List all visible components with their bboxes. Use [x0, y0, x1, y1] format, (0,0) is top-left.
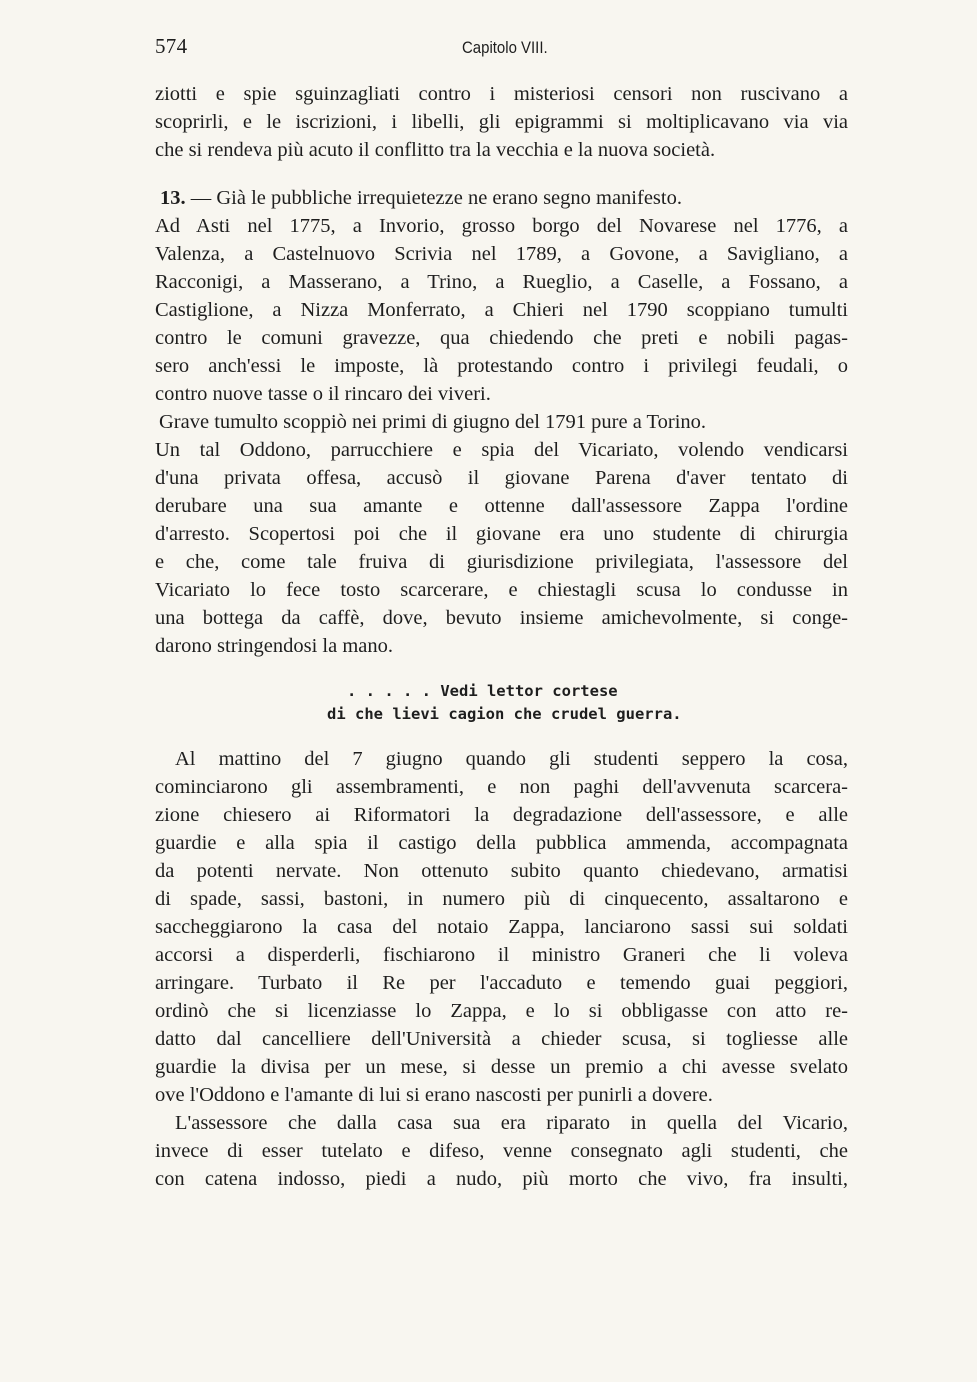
- text-line: guardie e alla spia il castigo della pubblica ammenda, accompagnata: [155, 832, 848, 854]
- section-first-line-text: — Già le pubbliche irrequietezze ne erano segno manifesto.: [185, 187, 682, 209]
- verse-line: . . . . . Vedi lettor cortese: [347, 682, 618, 700]
- text-line: che si rendeva più acuto il conflitto tra la vecchia e la nuova società.: [155, 139, 716, 161]
- text-line: zione chiesero ai Riformatori la degradazione dell'assessore, e alle: [155, 804, 848, 826]
- section-first-line: [155, 184, 848, 212]
- paragraph-tumults: [155, 212, 848, 660]
- text-line: di spade, sassi, bastoni, in numero più di cinquecento, assaltarono e: [155, 888, 848, 910]
- text-line: una bottega da caffè, dove, bevuto insieme amichevolmente, si conge-: [155, 607, 848, 629]
- chapter-title: Capitolo VIII.: [462, 38, 548, 57]
- text-line: Vicariato lo fece tosto scarcerare, e chiestagli scusa lo condusse in: [155, 579, 848, 601]
- text-line: Valenza, a Castelnuovo Scrivia nel 1789, a Govone, a Savigliano, a: [155, 243, 848, 265]
- text-line: datto dal cancelliere dell'Università a chieder scusa, si togliesse alle: [155, 1028, 848, 1050]
- paragraph-continuation: [155, 80, 848, 164]
- page-number: 574: [155, 34, 188, 58]
- text-line: Al mattino del 7 giugno quando gli studenti seppero la cosa,: [175, 748, 848, 770]
- text-line: accorsi a disperderli, fischiarono il ministro Graneri che li voleva: [155, 944, 848, 966]
- text-line: ove l'Oddono e l'amante di lui si erano nascosti per punirli a dovere.: [155, 1084, 713, 1106]
- text-line: invece di esser tutelato e difeso, venne consegnato agli studenti, che: [155, 1140, 848, 1162]
- text-line: Ad Asti nel 1775, a Invorio, grosso borgo del Novarese nel 1776, a: [155, 215, 848, 237]
- text-line: contro le comuni gravezze, qua chiedendo che preti e nobili pagas-: [155, 327, 848, 349]
- text-line: cominciarono gli assembramenti, e non paghi dell'avvenuta scarcera-: [155, 776, 848, 798]
- text-line: da potenti nervate. Non ottenuto subito quanto chiedevano, armatisi: [155, 860, 848, 882]
- section-number: 13.: [160, 187, 186, 209]
- text-line: guardie la divisa per un mese, si desse un premio a chi avesse svelato: [155, 1056, 848, 1078]
- text-line: darono stringendosi la mano.: [155, 635, 393, 657]
- page-header: [155, 34, 850, 64]
- paragraph-june-events: [155, 745, 848, 1193]
- text-line: ordinò che si licenziasse lo Zappa, e lo si obbligasse con atto re-: [155, 1000, 848, 1022]
- text-line: arringare. Turbato il Re per l'accaduto e temendo guai peggiori,: [155, 972, 848, 994]
- text-line: Castiglione, a Nizza Monferrato, a Chieri nel 1790 scoppiano tumulti: [155, 299, 848, 321]
- text-line: con catena indosso, piedi a nudo, più morto che vivo, fra insulti,: [155, 1168, 848, 1190]
- text-line: L'assessore che dalla casa sua era riparato in quella del Vicario,: [175, 1112, 848, 1134]
- text-line: saccheggiarono la casa del notaio Zappa, lanciarono sassi sui soldati: [155, 916, 848, 938]
- text-line: sero anch'essi le imposte, là protestando contro i privilegi feudali, o: [155, 355, 848, 377]
- section-13-heading: [155, 184, 848, 212]
- text-line: d'arresto. Scopertosi poi che il giovane era uno studente di chirurgia: [155, 523, 848, 545]
- text-line: contro nuove tasse o il rincaro dei viveri.: [155, 383, 491, 405]
- text-line: e che, come tale fruiva di giurisdizione privilegiata, l'assessore del: [155, 551, 848, 573]
- text-line: Un tal Oddono, parrucchiere e spia del Vicariato, volendo vendicarsi: [155, 439, 848, 461]
- text-line: derubare una sua amante e ottenne dall'assessore Zappa l'ordine: [155, 495, 848, 517]
- verse-line: di che lievi cagion che crudel guerra.: [327, 705, 682, 723]
- text-line: d'una privata offesa, accusò il giovane Parena d'aver tentato di: [155, 467, 848, 489]
- text-line: Racconigi, a Masserano, a Trino, a Rueglio, a Caselle, a Fossano, a: [155, 271, 848, 293]
- text-line: ziotti e spie sguinzagliati contro i misteriosi censori non ruscivano a: [155, 83, 848, 105]
- text-line: Grave tumulto scoppiò nei primi di giugno del 1791 pure a Torino.: [159, 411, 707, 433]
- text-line: scoprirli, e le iscrizioni, i libelli, gli epigrammi si moltiplicavano via via: [155, 111, 848, 133]
